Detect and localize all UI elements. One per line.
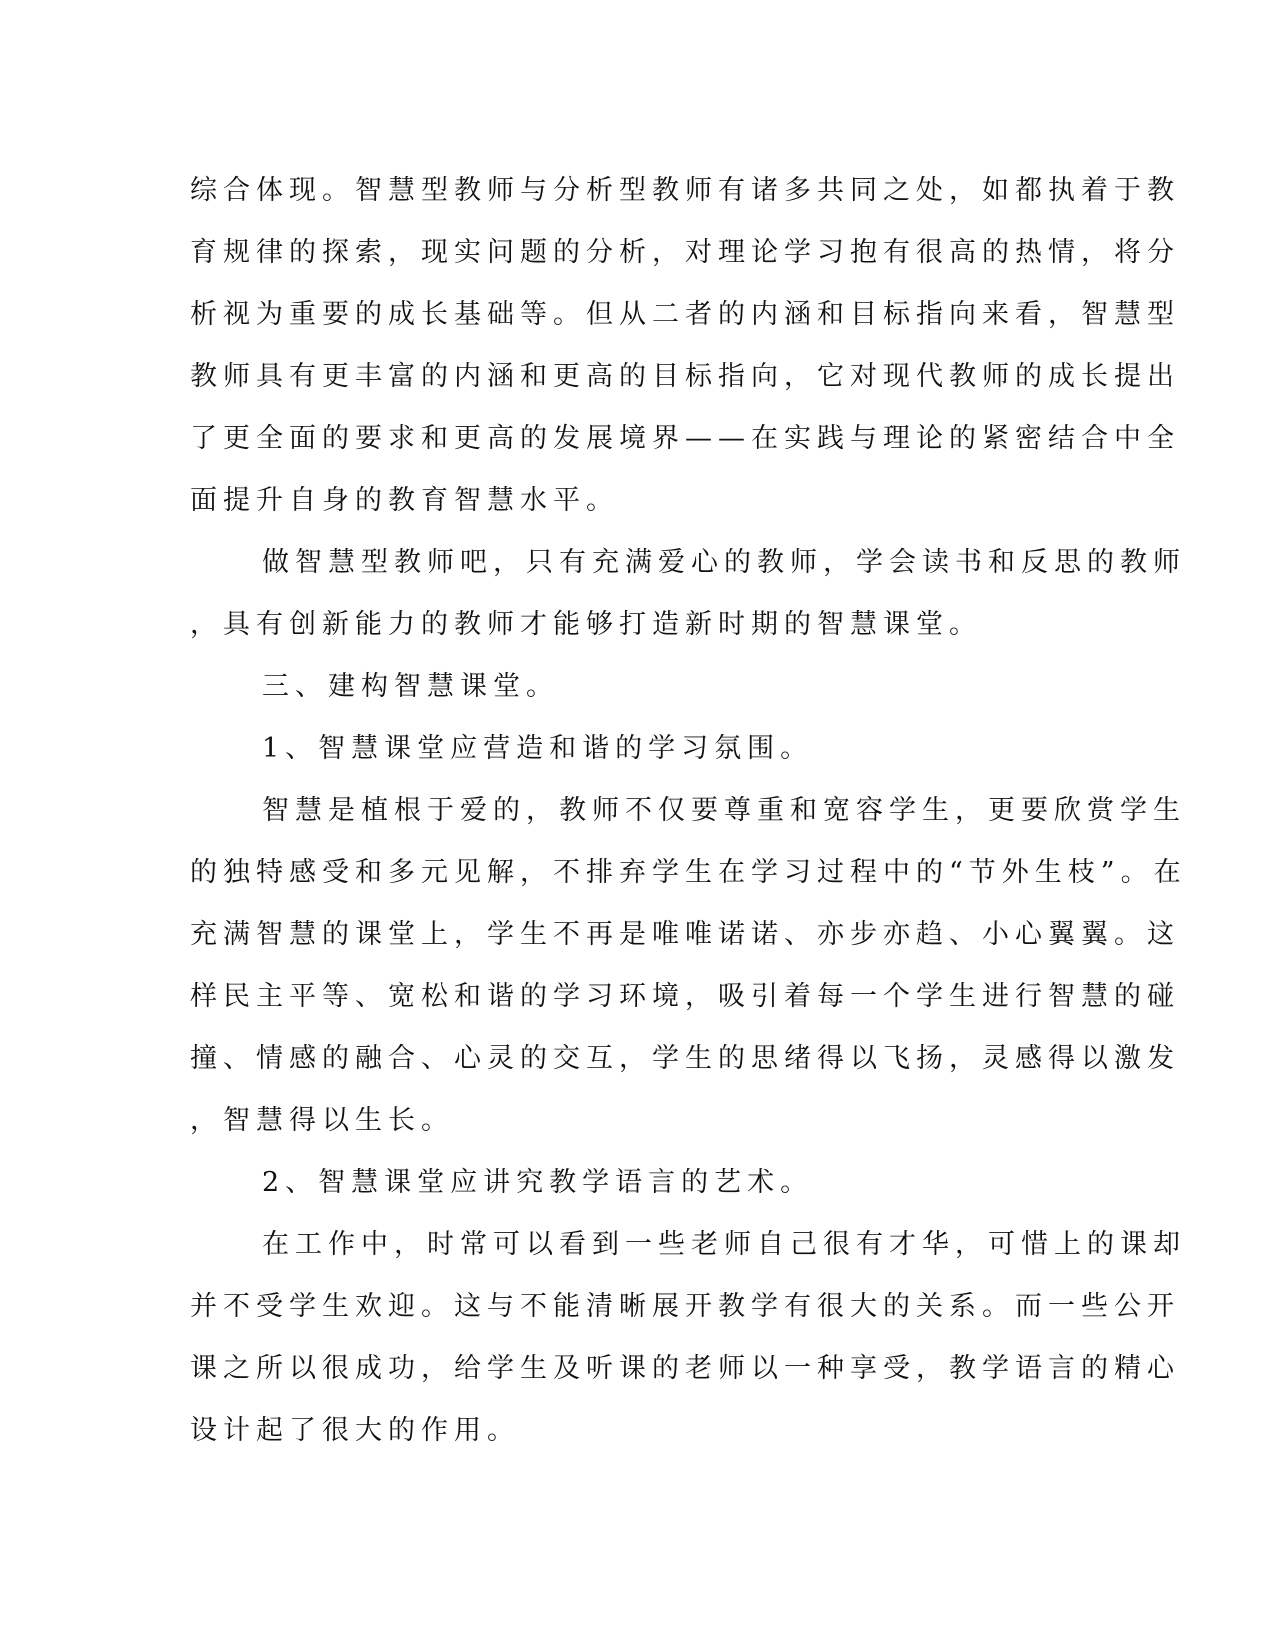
text-line: 做智慧型教师吧，只有充满爱心的教师，学会读书和反思的教师 xyxy=(262,547,1186,578)
text-line: 三、建构智慧课堂。 xyxy=(262,671,559,702)
text-line: ，具有创新能力的教师才能够打造新时期的智慧课堂。 xyxy=(190,609,982,640)
text-line: 2、智慧课堂应讲究教学语言的艺术。 xyxy=(262,1167,814,1198)
text-line: 样民主平等、宽松和谐的学习环境，吸引着每一个学生进行智慧的碰 xyxy=(190,981,1180,1012)
body-text xyxy=(190,160,1187,1462)
text-line: 课之所以很成功，给学生及听课的老师以一种享受，教学语言的精心 xyxy=(190,1353,1180,1384)
text-line: ，智慧得以生长。 xyxy=(190,1105,454,1136)
text-line: 的独特感受和多元见解，不排弃学生在学习过程中的“节外生枝”。在 xyxy=(190,857,1187,888)
text-line: 综合体现。智慧型教师与分析型教师有诸多共同之处，如都执着于教 xyxy=(190,175,1180,206)
text-line: 并不受学生欢迎。这与不能清晰展开教学有很大的关系。而一些公开 xyxy=(190,1291,1180,1322)
text-line: 设计起了很大的作用。 xyxy=(190,1415,520,1446)
text-line: 在工作中，时常可以看到一些老师自己很有才华，可惜上的课却 xyxy=(262,1229,1186,1260)
text-line: 育规律的探索，现实问题的分析，对理论学习抱有很高的热情，将分 xyxy=(190,237,1180,268)
text-line: 智慧是植根于爱的，教师不仅要尊重和宽容学生，更要欣赏学生 xyxy=(262,795,1186,826)
text-line: 面提升自身的教育智慧水平。 xyxy=(190,485,619,516)
text-line: 了更全面的要求和更高的发展境界——在实践与理论的紧密结合中全 xyxy=(190,423,1180,454)
text-line: 充满智慧的课堂上，学生不再是唯唯诺诺、亦步亦趋、小心翼翼。这 xyxy=(190,919,1180,950)
text-line: 撞、情感的融合、心灵的交互，学生的思绪得以飞扬，灵感得以激发 xyxy=(190,1043,1180,1074)
text-line: 1、智慧课堂应营造和谐的学习氛围。 xyxy=(262,733,814,764)
text-line: 教师具有更丰富的内涵和更高的目标指向，它对现代教师的成长提出 xyxy=(190,361,1180,392)
text-line: 析视为重要的成长基础等。但从二者的内涵和目标指向来看，智慧型 xyxy=(190,299,1180,330)
